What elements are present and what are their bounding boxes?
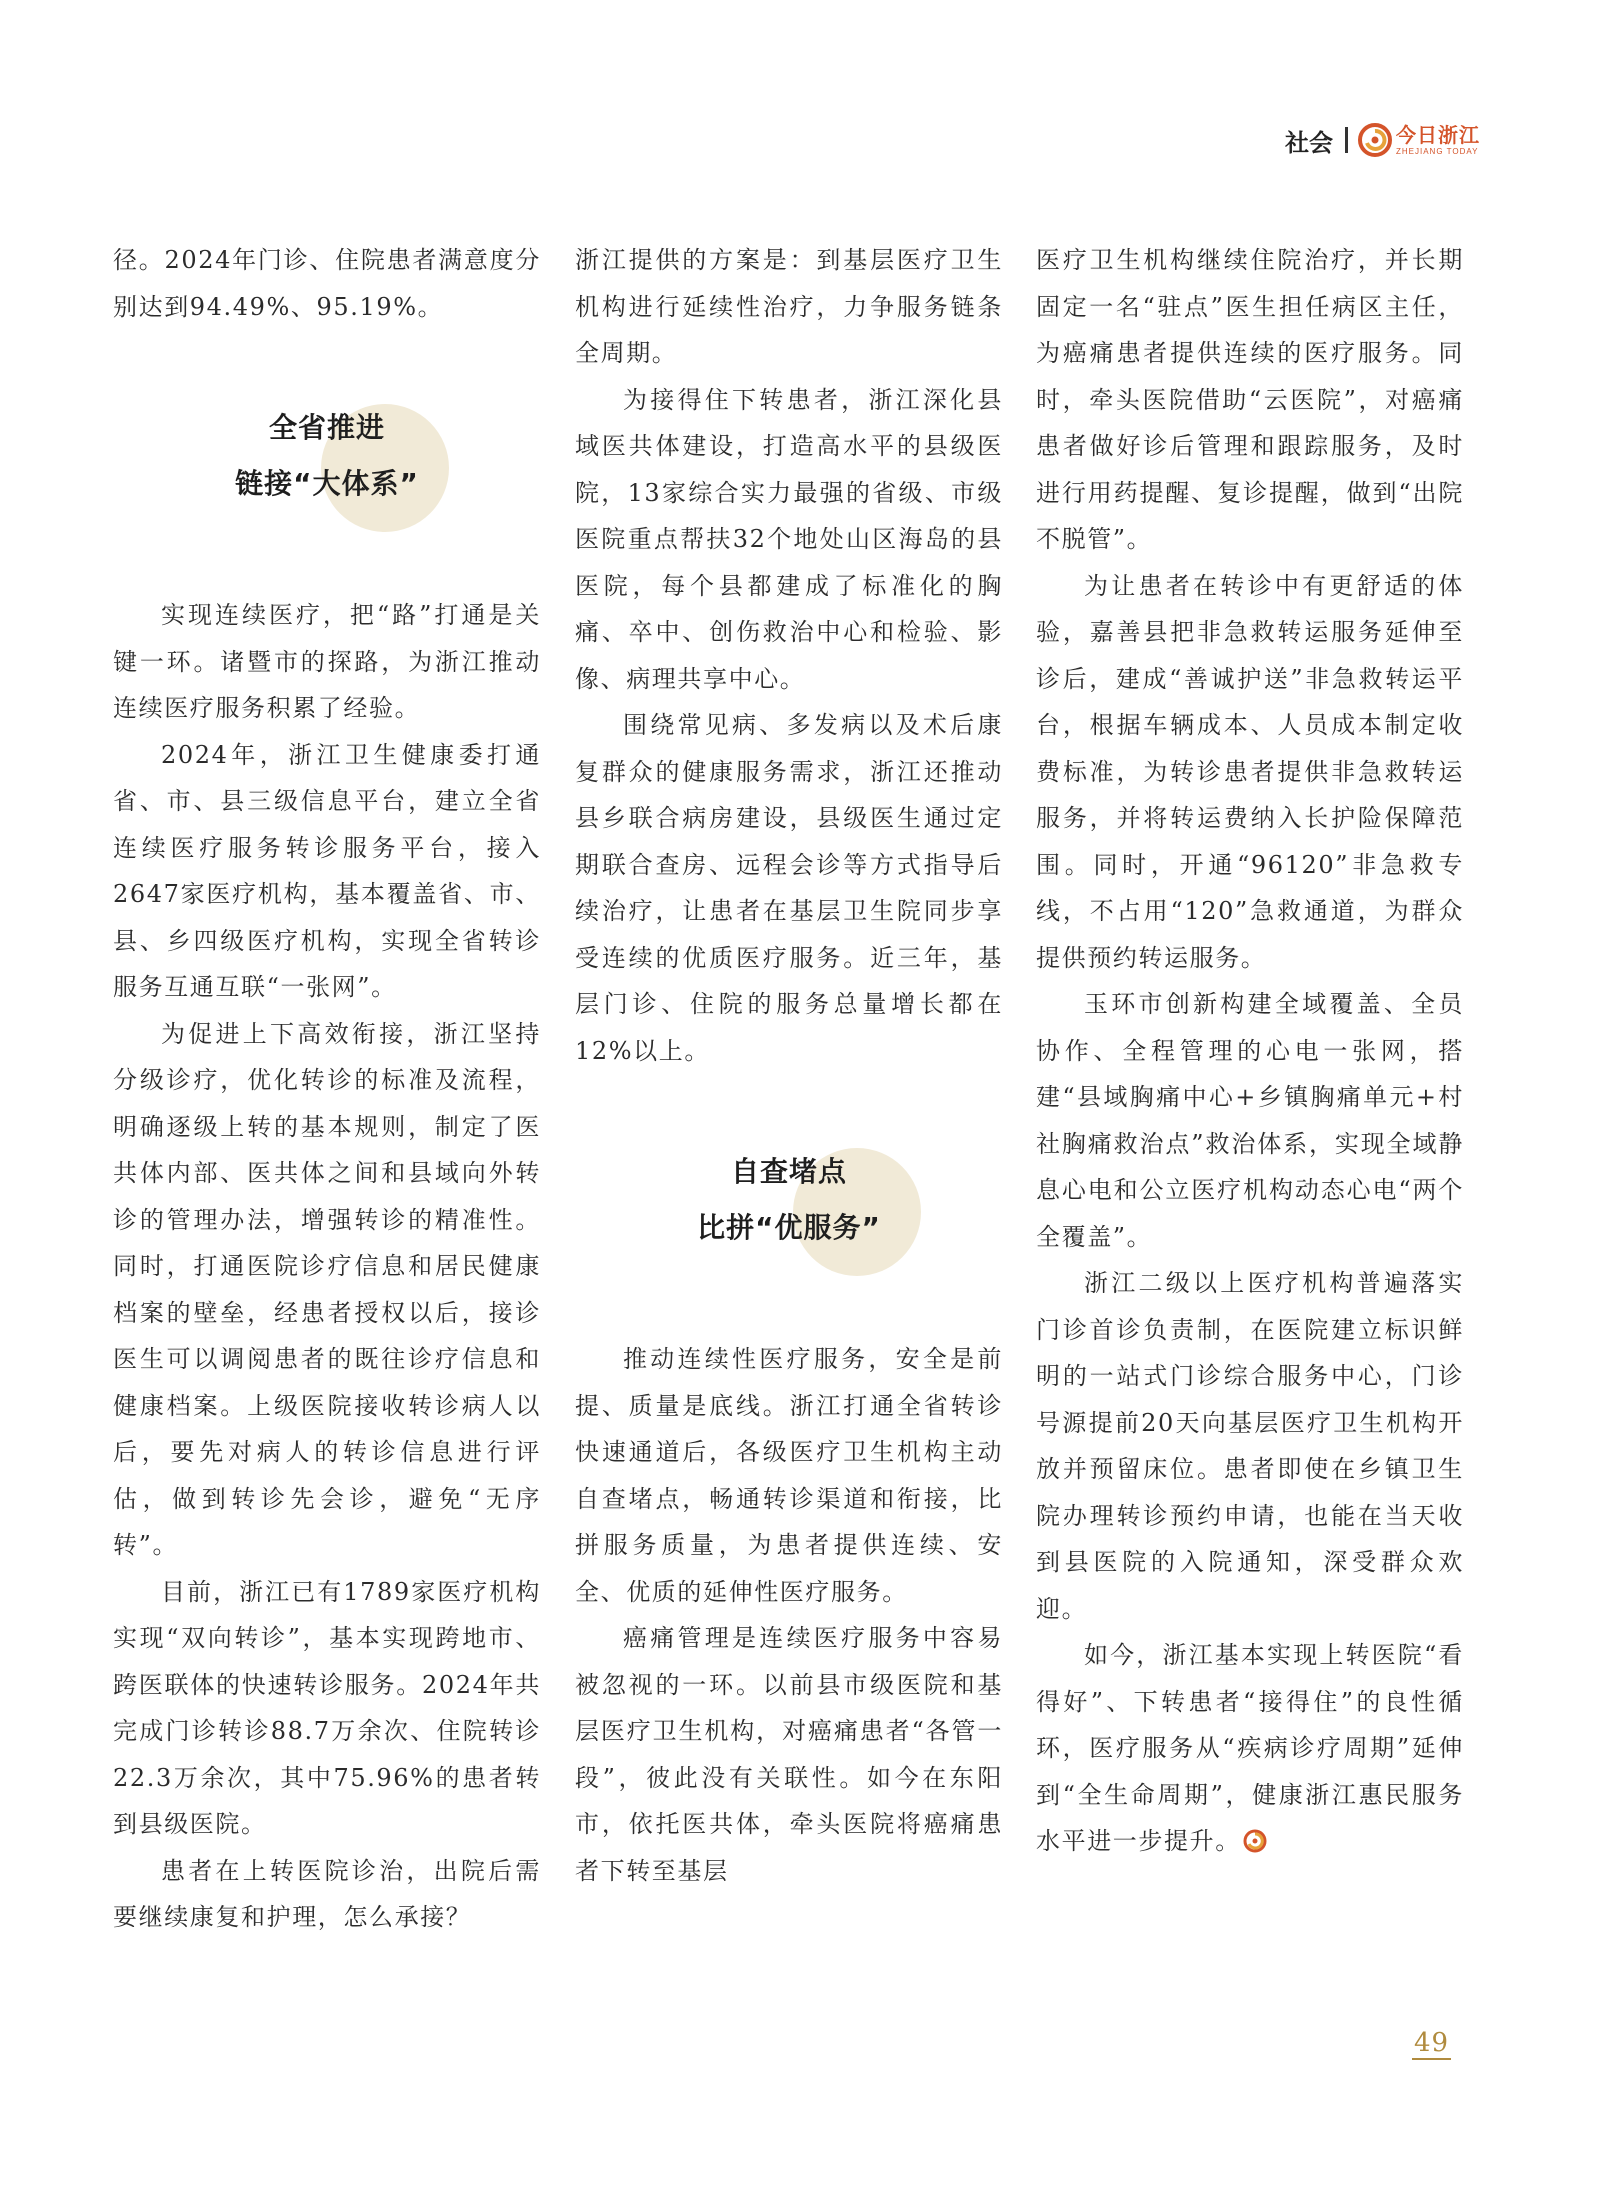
paragraph: 为接得住下转患者，浙江深化县域医共体建设，打造高水平的县级医院，13家综合实力最强的省级、市级医院重点帮扶32个地处山区海岛的县医院，每个县都建成了标准化的胸痛、卒中、创伤救治中心和检验、影像、病理共享中心。 [575, 385, 1003, 693]
end-mark-icon [1243, 1829, 1267, 1853]
column-2 [575, 237, 1003, 1894]
paragraph: 医疗卫生机构继续住院治疗，并长期固定一名“驻点”医生担任病区主任，为癌痛患者提供连续的医疗服务。同时，牵头医院借助“云医院”，对癌痛患者做好诊后管理和跟踪服务，及时进行用药提醒、复诊提醒，做到“出院不脱管”。 [1036, 246, 1464, 553]
paragraph: 为让患者在转诊中有更舒适的体验，嘉善县把非急救转运服务延伸至诊后，建成“善诚护送”非急救转运平台，根据车辆成本、人员成本制定收费标准，为转诊患者提供非急救转运服务，并将转运费纳入长护险保障范围。同时，开通“96120”非急救专线，不占用“120”急救通道，为群众提供预约转运服务。 [1036, 571, 1464, 972]
paragraph: 浙江二级以上医疗机构普遍落实门诊首诊负责制，在医院建立标识鲜明的一站式门诊综合服务中心，门诊号源提前20天向基层医疗卫生机构开放并预留床位。患者即使在乡镇卫生院办理转诊预约申请，也能在当天收到县医院的入院通知，深受群众欢迎。 [1036, 1269, 1464, 1623]
paragraph: 径。2024年门诊、住院患者满意度分别达到94.49%、95.19%。 [113, 246, 541, 321]
paragraph-last [1036, 1632, 1464, 1865]
paragraph: 围绕常见病、多发病以及术后康复群众的健康服务需求，浙江还推动县乡联合病房建设，县级医生通过定期联合查房、远程会诊等方式指导后续治疗，让患者在基层卫生院同步享受连续的优质医疗服务。近三年，基层门诊、住院的服务总量增长都在12%以上。 [575, 711, 1003, 1065]
logo-chinese-text: 今日浙江 [1396, 122, 1480, 147]
subheading-line-1: 全省推进 [268, 411, 385, 444]
paragraph-text: 如今，浙江基本实现上转医院“看得好”、下转患者“接得住”的良性循环，医疗服务从“疾病诊疗周期”延伸到“全生命周期”，健康浙江惠民服务水平进一步提升。 [1036, 1641, 1464, 1855]
paragraph: 患者在上转医院诊治，出院后需要继续康复和护理，怎么承接？ [113, 1856, 541, 1931]
subheading-1 [113, 370, 541, 544]
subheading-line-2: 链接“大体系” [235, 467, 419, 500]
magazine-logo [1358, 123, 1480, 157]
paragraph: 为促进上下高效衔接，浙江坚持分级诊疗，优化转诊的标准及流程，明确逐级上转的基本规则，制定了医共体内部、医共体之间和县域向外转诊的管理办法，增强转诊的精准性。同时，打通医院诊疗信息和居民健康档案的壁垒，经患者授权以后，接诊医生可以调阅患者的既往诊疗信息和健康档案。上级医院接收转诊病人以后，要先对病人的转诊信息进行评估，做到转诊先会诊，避免“无序转”。 [113, 1019, 541, 1559]
subheading-line-1: 自查堵点 [730, 1155, 847, 1188]
zhejiang-today-logo-icon [1358, 123, 1392, 157]
page-header [1285, 118, 1480, 162]
paragraph: 实现连续医疗，把“路”打通是关键一环。诸暨市的探路，为浙江推动连续医疗服务积累了经验。 [113, 601, 541, 722]
paragraph: 目前，浙江已有1789家医疗机构实现“双向转诊”，基本实现跨地市、跨医联体的快速转诊服务。2024年共完成门诊转诊88.7万余次、住院转诊22.3万余次，其中75.96%的患者转到县级医院。 [113, 1577, 541, 1838]
subheading-line-2: 比拼“优服务” [697, 1211, 881, 1244]
paragraph: 玉环市创新构建全域覆盖、全员协作、全程管理的心电一张网，搭建“县域胸痛中心+乡镇胸痛单元+村社胸痛救治点”救治体系，实现全域静息心电和公立医疗机构动态心电“两个全覆盖”。 [1036, 990, 1464, 1251]
paragraph: 浙江提供的方案是：到基层医疗卫生机构进行延续性治疗，力争服务链条全周期。 [575, 246, 1003, 367]
page-number: 49 [1414, 2028, 1450, 2058]
column-3 [1036, 237, 1464, 1865]
paragraph: 癌痛管理是连续医疗服务中容易被忽视的一环。以前县市级医院和基层医疗卫生机构，对癌痛患者“各管一段”，彼此没有关联性。如今在东阳市，依托医共体，牵头医院将癌痛患者下转至基层 [575, 1624, 1003, 1885]
paragraph: 推动连续性医疗服务，安全是前提、质量是底线。浙江打通全省转诊快速通道后，各级医疗卫生机构主动自查堵点，畅通转诊渠道和衔接，比拼服务质量，为患者提供连续、安全、优质的延伸性医疗服务。 [575, 1345, 1003, 1606]
logo-english-text: ZHEJIANG TODAY [1396, 146, 1479, 156]
paragraph: 2024年，浙江卫生健康委打通省、市、县三级信息平台，建立全省连续医疗服务转诊服务平台，接入2647家医疗机构，基本覆盖省、市、县、乡四级医疗机构，实现全省转诊服务互通互联“一张网”。 [113, 740, 541, 1001]
subheading-2 [575, 1114, 1003, 1288]
column-1 [113, 237, 541, 1941]
header-divider [1345, 127, 1348, 153]
section-label: 社会 [1285, 128, 1333, 157]
